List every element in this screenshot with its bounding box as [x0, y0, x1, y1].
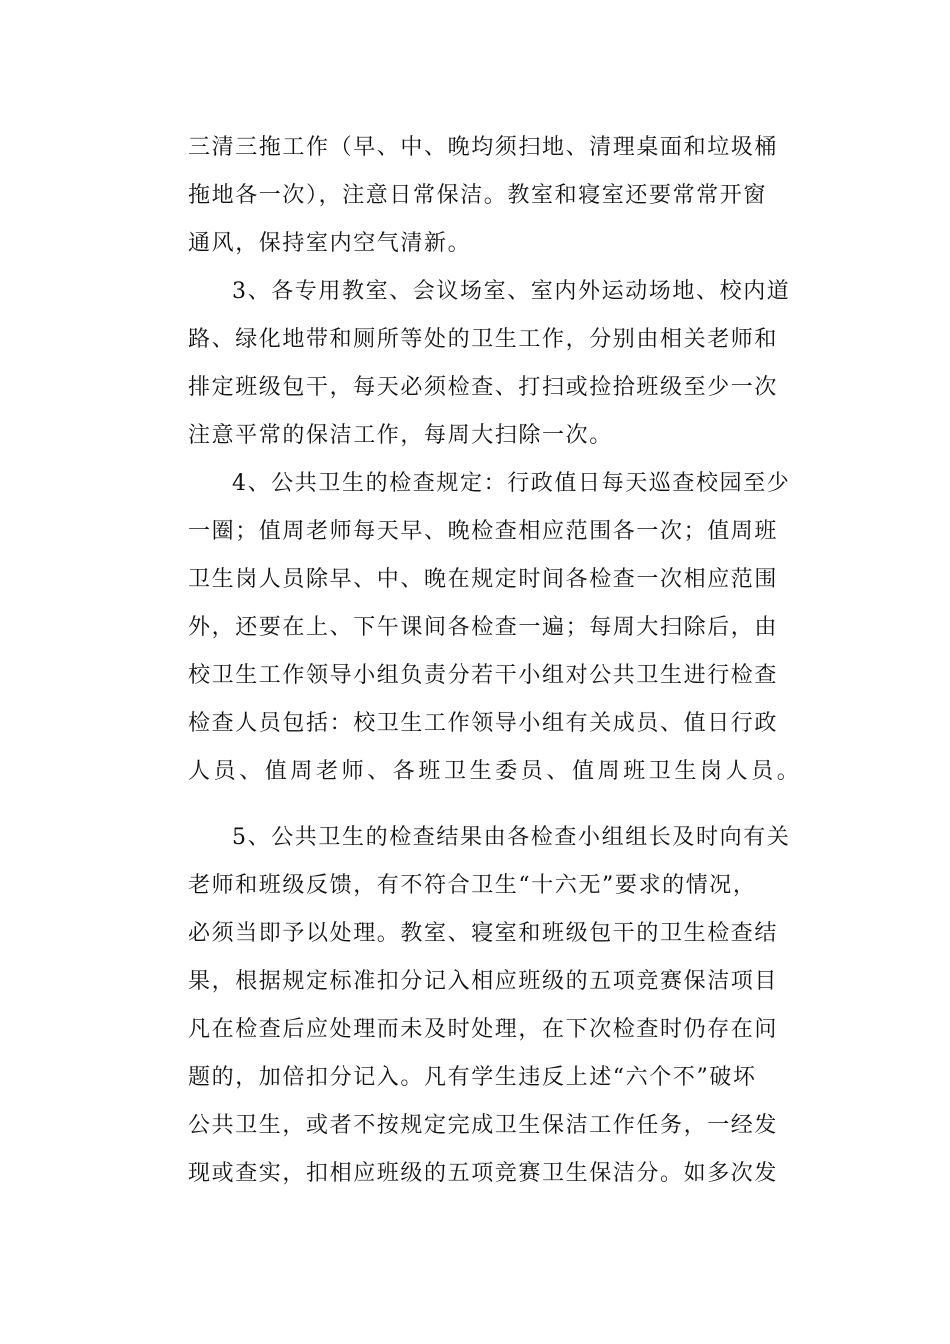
text-line: 排定班级包干，每天必须检查、打扫或捡拾班级至少一次: [188, 375, 779, 400]
text-line: 人员、值周老师、各班卫生委员、值周班卫生岗人员。: [188, 759, 803, 784]
text-line: 老师和班级反馈，有不符合卫生“十六无”要求的情况，: [188, 873, 757, 898]
text-line: 3、各专用教室、会议场室、室内外运动场地、校内道: [232, 279, 791, 304]
text-line: 5、公共卫生的检查结果由各检查小组组长及时向有关: [232, 825, 791, 850]
text-line: 路、绿化地带和厕所等处的卫生工作，分别由相关老师和: [188, 327, 779, 352]
paragraph-spacer: [188, 796, 828, 814]
document-body: [188, 124, 828, 1198]
text-line: 三清三拖工作（早、中、晚均须扫地、清理桌面和垃圾桶: [188, 135, 779, 160]
text-line: 公共卫生，或者不按规定完成卫生保洁工作任务，一经发: [188, 1113, 779, 1138]
text-line: 题的，加倍扣分记入。凡有学生违反上述“六个不”破坏: [188, 1065, 757, 1090]
text-line: 外，还要在上、下午课间各检查一遍；每周大扫除后，由: [188, 615, 779, 640]
text-line: 必须当即予以处理。教室、寝室和班级包干的卫生检查结: [188, 921, 779, 946]
text-line: 凡在检查后应处理而未及时处理，在下次检查时仍存在问: [188, 1017, 779, 1042]
text-line: 现或查实，扣相应班级的五项竞赛卫生保洁分。如多次发: [188, 1161, 779, 1186]
text-line: 卫生岗人员除早、中、晚在规定时间各检查一次相应范围: [188, 567, 779, 592]
paragraph: [188, 814, 828, 1198]
text-line: 拖地各一次），注意日常保洁。教室和寝室还要常常开窗: [188, 183, 768, 208]
text-line: 通风，保持室内空气清新。: [188, 231, 472, 256]
text-line: 检查人员包括：校卫生工作领导小组有关成员、值日行政: [188, 711, 779, 736]
text-line: 4、公共卫生的检查规定：行政值日每天巡查校园至少: [232, 471, 791, 496]
paragraph: [188, 268, 828, 460]
text-line: 校卫生工作领导小组负责分若干小组对公共卫生进行检查: [188, 663, 779, 688]
text-line: 注意平常的保洁工作，每周大扫除一次。: [188, 423, 613, 448]
text-line: 一圈；值周老师每天早、晚检查相应范围各一次；值周班: [188, 519, 779, 544]
text-line: 果，根据规定标准扣分记入相应班级的五项竞赛保洁项目: [188, 969, 779, 994]
paragraph: [188, 124, 828, 268]
paragraph: [188, 460, 828, 796]
